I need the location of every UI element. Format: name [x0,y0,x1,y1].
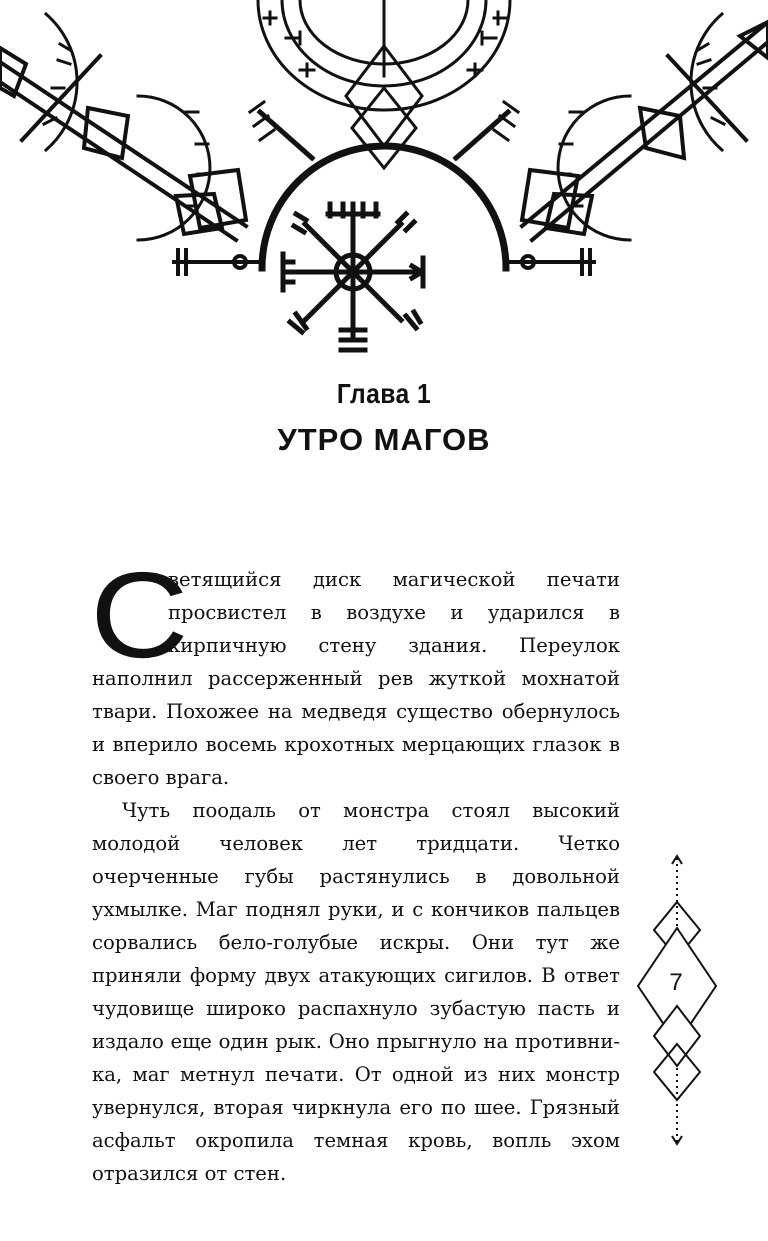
chapter-label: Глава 1 [336,378,432,409]
body-text [90,547,620,1190]
runic-ornament-icon [0,0,768,360]
chapter-title: УТРО МАГОВ [277,422,491,457]
paragraph-1 [90,547,620,794]
paragraph-2: Чуть поодаль от монстра стоял высокий молодой человек лет тридцати. Четко очерченные губы растянулись в довольной ухмылке. Маг поднял руки, и с кончиков пальцев сорвались бело-голубые искры. Они тут же приняли форму двух атакующих сигилов. В ответ чудовище широко распахнуло зубастую пасть и издало еще один рык. Оно прыгнуло на противника, маг метнул печати. От одной из них монстр увернулся, вторая чиркнула его по шее. Грязный асфальт окропила темная кровь, вопль эхом отразился от стен. [92,799,620,1185]
page-number: 7 [669,969,683,996]
drop-cap: С [90,547,189,683]
paragraph-1-text: ветящийся диск магической печати просвистел в воздухе и ударился в кирпичную стену здания. Переулок наполнил рассерженный рев жуткой мохнатой твари. Похожее на медведя существо обернулось и вперило восемь крохотных мерцающих глазок в своего врага. [92,568,620,789]
page-number-ornament-icon [636,852,718,1148]
